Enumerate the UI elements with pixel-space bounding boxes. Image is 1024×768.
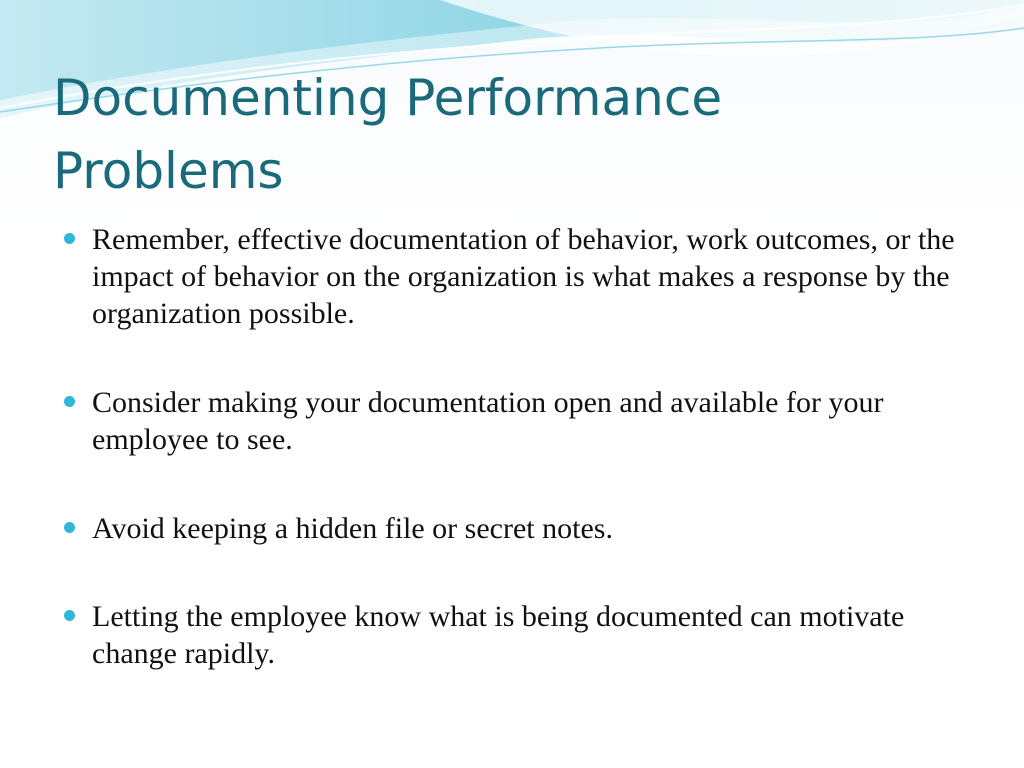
bullet-item xyxy=(60,221,965,332)
bullet-text: Consider making your documentation open and available for your employee to see. xyxy=(92,386,884,456)
bullet-dot-icon xyxy=(64,522,75,533)
bullet-text: Letting the employee know what is being documented can motivate change rapidly. xyxy=(92,600,905,670)
bullet-text: Avoid keeping a hidden file or secret notes. xyxy=(92,512,613,545)
bullet-item xyxy=(60,598,965,672)
bullet-item xyxy=(60,384,965,458)
slide-title-line-2: Problems xyxy=(53,142,284,200)
bullet-text: Remember, effective documentation of behavior, work outcomes, or the impact of behavior on the organization is what makes a response by the organization possible. xyxy=(92,223,955,330)
bullet-list xyxy=(60,221,965,724)
bullet-item xyxy=(60,510,965,547)
slide-title xyxy=(53,62,953,208)
bullet-dot-icon xyxy=(64,233,75,244)
slide-title-line-1: Documenting Performance xyxy=(53,69,723,127)
bullet-dot-icon xyxy=(64,610,75,621)
bullet-dot-icon xyxy=(64,396,75,407)
